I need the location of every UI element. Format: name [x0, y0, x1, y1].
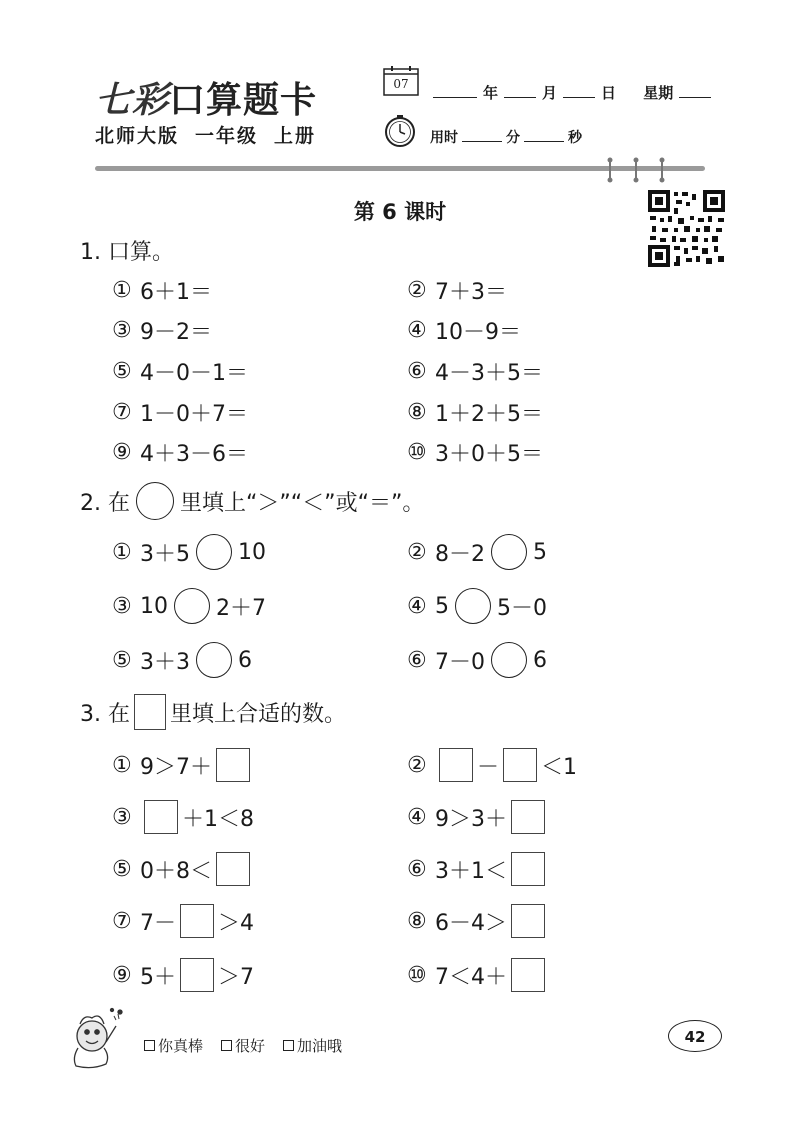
publisher: 北师大版 [95, 125, 180, 147]
volume: 上册 [274, 125, 317, 147]
q1-expr: 1＋2＋5＝ [435, 402, 543, 427]
second-label: 秒 [568, 130, 582, 146]
q3-item-1: ① 9＞7＋ [112, 748, 254, 782]
time-label: 用时 [430, 130, 458, 146]
q3-item-10: ⑩ 7＜4＋ [407, 958, 549, 992]
q3-item-3: ③ ＋1＜8 [112, 800, 254, 834]
month-label: 月 [542, 84, 558, 102]
page-number: 42 [668, 1020, 722, 1052]
compare-circle[interactable] [196, 534, 232, 570]
self-rating [144, 1035, 360, 1056]
q2-item-6: ⑥ 7－0 6 [407, 642, 547, 678]
q2-item-1: ① 3＋5 10 [112, 534, 266, 570]
ring-binder-icon [598, 156, 678, 184]
weekday-blank[interactable] [679, 85, 711, 98]
rating-option[interactable]: 你真棒 [144, 1035, 203, 1056]
q1-item-5: ⑤ 4－0－1＝ [112, 356, 248, 387]
day-blank[interactable] [563, 85, 595, 98]
mascot-icon [62, 1002, 132, 1072]
q1-item-9: ⑨ 4＋3－6＝ [112, 437, 248, 468]
year-label: 年 [483, 84, 499, 102]
checkbox[interactable] [144, 1040, 155, 1051]
q1-expr: 1－0＋7＝ [140, 402, 248, 427]
q1-item-10: ⑩ 3＋0＋5＝ [407, 437, 543, 468]
minute-blank[interactable] [462, 129, 502, 142]
answer-box[interactable] [216, 852, 250, 886]
second-blank[interactable] [524, 129, 564, 142]
grade: 一年级 [195, 125, 259, 147]
time-line [430, 127, 582, 147]
answer-box[interactable] [503, 748, 537, 782]
calendar-number: 07 [393, 77, 409, 91]
q3-item-7: ⑦ 7－ ＞4 [112, 904, 254, 938]
answer-box[interactable] [511, 958, 545, 992]
q2-item-4: ④ 5 5－0 [407, 588, 547, 624]
minute-label: 分 [506, 130, 520, 146]
q1-item-1: ① 6＋1＝ [112, 275, 212, 306]
q3-item-9: ⑨ 5＋ ＞7 [112, 958, 254, 992]
q3-item-5: ⑤ 0＋8＜ [112, 852, 254, 886]
clock-icon [383, 114, 417, 148]
compare-circle[interactable] [196, 642, 232, 678]
q2-item-5: ⑤ 3＋3 6 [112, 642, 252, 678]
example-box [134, 694, 166, 730]
answer-box[interactable] [180, 958, 214, 992]
lesson-title: 第 6 课时 [353, 200, 447, 224]
q3-heading: 3. 在 里填上合适的数。 [80, 694, 346, 730]
rating-option[interactable]: 加油哦 [283, 1035, 342, 1056]
q3-item-4: ④ 9＞3＋ [407, 800, 549, 834]
q1-expr: 10－9＝ [435, 320, 521, 345]
q1-expr: 6＋1＝ [140, 280, 212, 305]
q1-expr: 7＋3＝ [435, 280, 507, 305]
q2-heading: 2. 在 里填上“＞”“＜”或“＝”。 [80, 482, 424, 520]
q1-expr: 3＋0＋5＝ [435, 442, 543, 467]
day-label: 日 [601, 84, 617, 102]
logo-title: 口算题卡 [169, 79, 318, 121]
answer-box[interactable] [511, 852, 545, 886]
q2-item-3: ③ 10 2＋7 [112, 588, 266, 624]
compare-circle[interactable] [491, 642, 527, 678]
calendar-icon [383, 66, 419, 96]
answer-box[interactable] [216, 748, 250, 782]
q1-expr: 4＋3－6＝ [140, 442, 248, 467]
q1-item-8: ⑧ 1＋2＋5＝ [407, 397, 543, 428]
q3-item-6: ⑥ 3＋1＜ [407, 852, 549, 886]
logo [95, 72, 317, 123]
date-line [427, 82, 717, 103]
q1-item-3: ③ 9－2＝ [112, 315, 212, 346]
weekday-label: 星期 [643, 84, 674, 102]
q1-item-6: ⑥ 4－3＋5＝ [407, 356, 543, 387]
compare-circle[interactable] [174, 588, 210, 624]
q2-item-2: ② 8－2 5 [407, 534, 547, 570]
compare-circle[interactable] [491, 534, 527, 570]
year-blank[interactable] [433, 85, 477, 98]
example-circle [136, 482, 174, 520]
compare-circle[interactable] [455, 588, 491, 624]
rating-option[interactable]: 很好 [221, 1035, 265, 1056]
answer-box[interactable] [511, 800, 545, 834]
q1-item-7: ⑦ 1－0＋7＝ [112, 397, 248, 428]
q3-item-8: ⑧ 6－4＞ [407, 904, 549, 938]
q1-heading: 1. 口算。 [80, 240, 174, 265]
q3-item-2: ② － ＜1 [407, 748, 577, 782]
q1-item-2: ② 7＋3＝ [407, 275, 507, 306]
month-blank[interactable] [504, 85, 536, 98]
q1-item-4: ④ 10－9＝ [407, 315, 521, 346]
answer-box[interactable] [180, 904, 214, 938]
answer-box[interactable] [144, 800, 178, 834]
edition-line [95, 121, 332, 148]
q1-expr: 4－3＋5＝ [435, 361, 543, 386]
answer-box[interactable] [511, 904, 545, 938]
answer-box[interactable] [439, 748, 473, 782]
q1-expr: 4－0－1＝ [140, 361, 248, 386]
checkbox[interactable] [283, 1040, 294, 1051]
logo-brand: 七彩 [95, 79, 170, 121]
q1-expr: 9－2＝ [140, 320, 212, 345]
checkbox[interactable] [221, 1040, 232, 1051]
